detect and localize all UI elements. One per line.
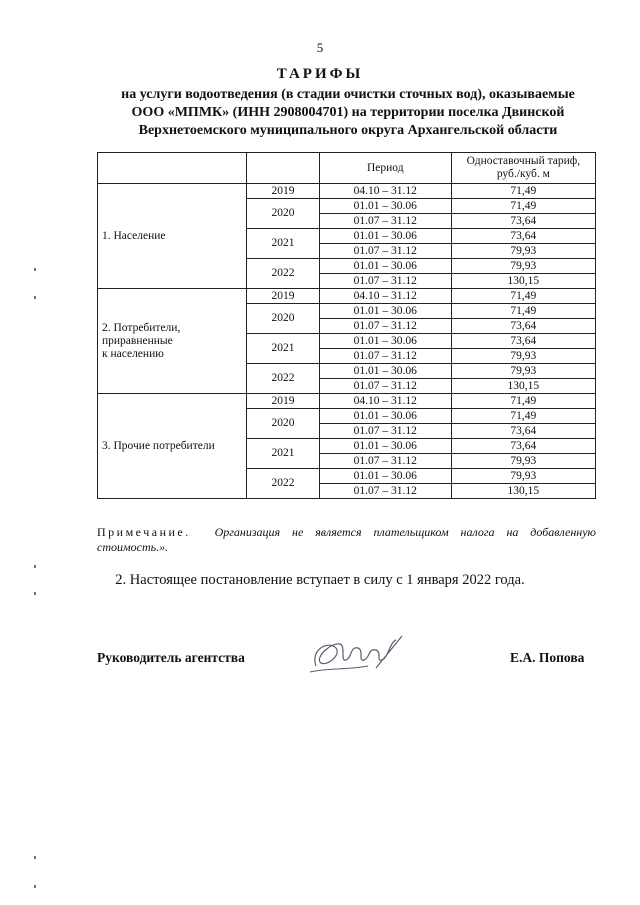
consumer-group-label: к населению [102,347,164,360]
year-cell: 2021 [247,229,320,259]
period-cell: 01.01 – 30.06 [319,199,451,214]
period-cell: 01.01 – 30.06 [319,334,451,349]
header-period: Период [319,153,451,184]
note-text: Организация не является плательщиком налога на добавленную стоимость.». [97,525,597,554]
period-cell: 01.07 – 31.12 [319,424,451,439]
signer-title: Руководитель агентства [97,650,245,665]
year-cell: 2019 [247,184,320,199]
tariff-cell: 71,49 [451,184,595,199]
scan-mark [34,565,36,568]
tariff-cell: 73,64 [451,424,595,439]
table-header-row [98,153,596,184]
consumer-group-label: 3. Прочие потребители [102,439,215,452]
period-cell: 01.01 – 30.06 [319,439,451,454]
year-cell: 2020 [247,304,320,334]
period-cell: 01.07 – 31.12 [319,379,451,394]
effective-date-text: 2. Настоящее постановление вступает в силу с 1 января 2022 года. [115,572,525,588]
period-cell: 01.07 – 31.12 [319,484,451,499]
year-cell: 2020 [247,409,320,439]
tariff-cell: 71,49 [451,289,595,304]
consumer-group-cell [98,184,247,289]
scan-mark [34,296,36,299]
document-subtitle [100,86,596,140]
year-cell: 2022 [247,469,320,499]
tariff-cell: 79,93 [451,244,595,259]
year-cell: 2021 [247,439,320,469]
scan-mark [34,885,36,888]
year-cell: 2022 [247,259,320,289]
table-row [98,289,596,304]
period-cell: 01.07 – 31.12 [319,274,451,289]
tariff-cell: 130,15 [451,379,595,394]
consumer-group-cell [98,394,247,499]
year-cell: 2022 [247,364,320,394]
year-cell: 2020 [247,199,320,229]
period-cell: 04.10 – 31.12 [319,289,451,304]
period-cell: 01.07 – 31.12 [319,214,451,229]
scan-mark [34,592,36,595]
tariff-cell: 71,49 [451,199,595,214]
note [97,525,596,555]
signer-name: Е.А. Попова [510,650,585,665]
period-cell: 01.01 – 30.06 [319,364,451,379]
tariff-cell: 79,93 [451,454,595,469]
consumer-group-cell [98,289,247,394]
period-cell: 01.01 – 30.06 [319,304,451,319]
period-cell: 01.01 – 30.06 [319,229,451,244]
document-title: ТАРИФЫ [276,66,364,82]
year-cell: 2019 [247,394,320,409]
tariff-cell: 79,93 [451,349,595,364]
header-tariff-line: Одноставочный тариф, [466,155,581,167]
table-row [98,394,596,409]
header-tariff-line: руб./куб. м [496,168,550,180]
header-tariff [451,153,595,184]
tariff-cell: 71,49 [451,409,595,424]
period-cell: 01.07 – 31.12 [319,349,451,364]
period-cell: 04.10 – 31.12 [319,184,451,199]
period-cell: 01.07 – 31.12 [319,244,451,259]
tariff-cell: 130,15 [451,484,595,499]
tariff-cell: 79,93 [451,364,595,379]
consumer-group-label: 1. Население [102,229,166,242]
period-cell: 01.01 – 30.06 [319,259,451,274]
tariff-cell: 71,49 [451,394,595,409]
table-row [98,184,596,199]
tariff-cell: 79,93 [451,259,595,274]
period-cell: 01.07 – 31.12 [319,454,451,469]
tariff-cell: 73,64 [451,334,595,349]
tariff-cell: 73,64 [451,214,595,229]
scan-mark [34,268,36,271]
consumer-group-label: 2. Потребители, [102,321,181,334]
note-label: Примечание. [97,525,191,539]
subtitle-line: Верхнетоемского муниципального округа Архангельской области [138,123,558,138]
tariff-cell: 130,15 [451,274,595,289]
scan-mark [34,856,36,859]
handwritten-signature [306,632,406,680]
header-empty-cell [98,153,247,184]
subtitle-line: ООО «МПМК» (ИНН 2908004701) на территории поселка Двинской [131,105,565,120]
subtitle-line: на услуги водоотведения (в стадии очистки сточных вод), оказываемые [121,87,575,102]
tariff-cell: 71,49 [451,304,595,319]
consumer-group-label: приравненные [102,334,173,347]
tariff-table [97,152,596,499]
period-cell: 04.10 – 31.12 [319,394,451,409]
page-number: 5 [316,40,324,55]
tariff-cell: 79,93 [451,469,595,484]
period-cell: 01.01 – 30.06 [319,469,451,484]
period-cell: 01.01 – 30.06 [319,409,451,424]
tariff-cell: 73,64 [451,439,595,454]
year-cell: 2021 [247,334,320,364]
header-empty-cell [247,153,320,184]
year-cell: 2019 [247,289,320,304]
tariff-cell: 73,64 [451,319,595,334]
table-body [98,184,596,499]
tariff-cell: 73,64 [451,229,595,244]
period-cell: 01.07 – 31.12 [319,319,451,334]
